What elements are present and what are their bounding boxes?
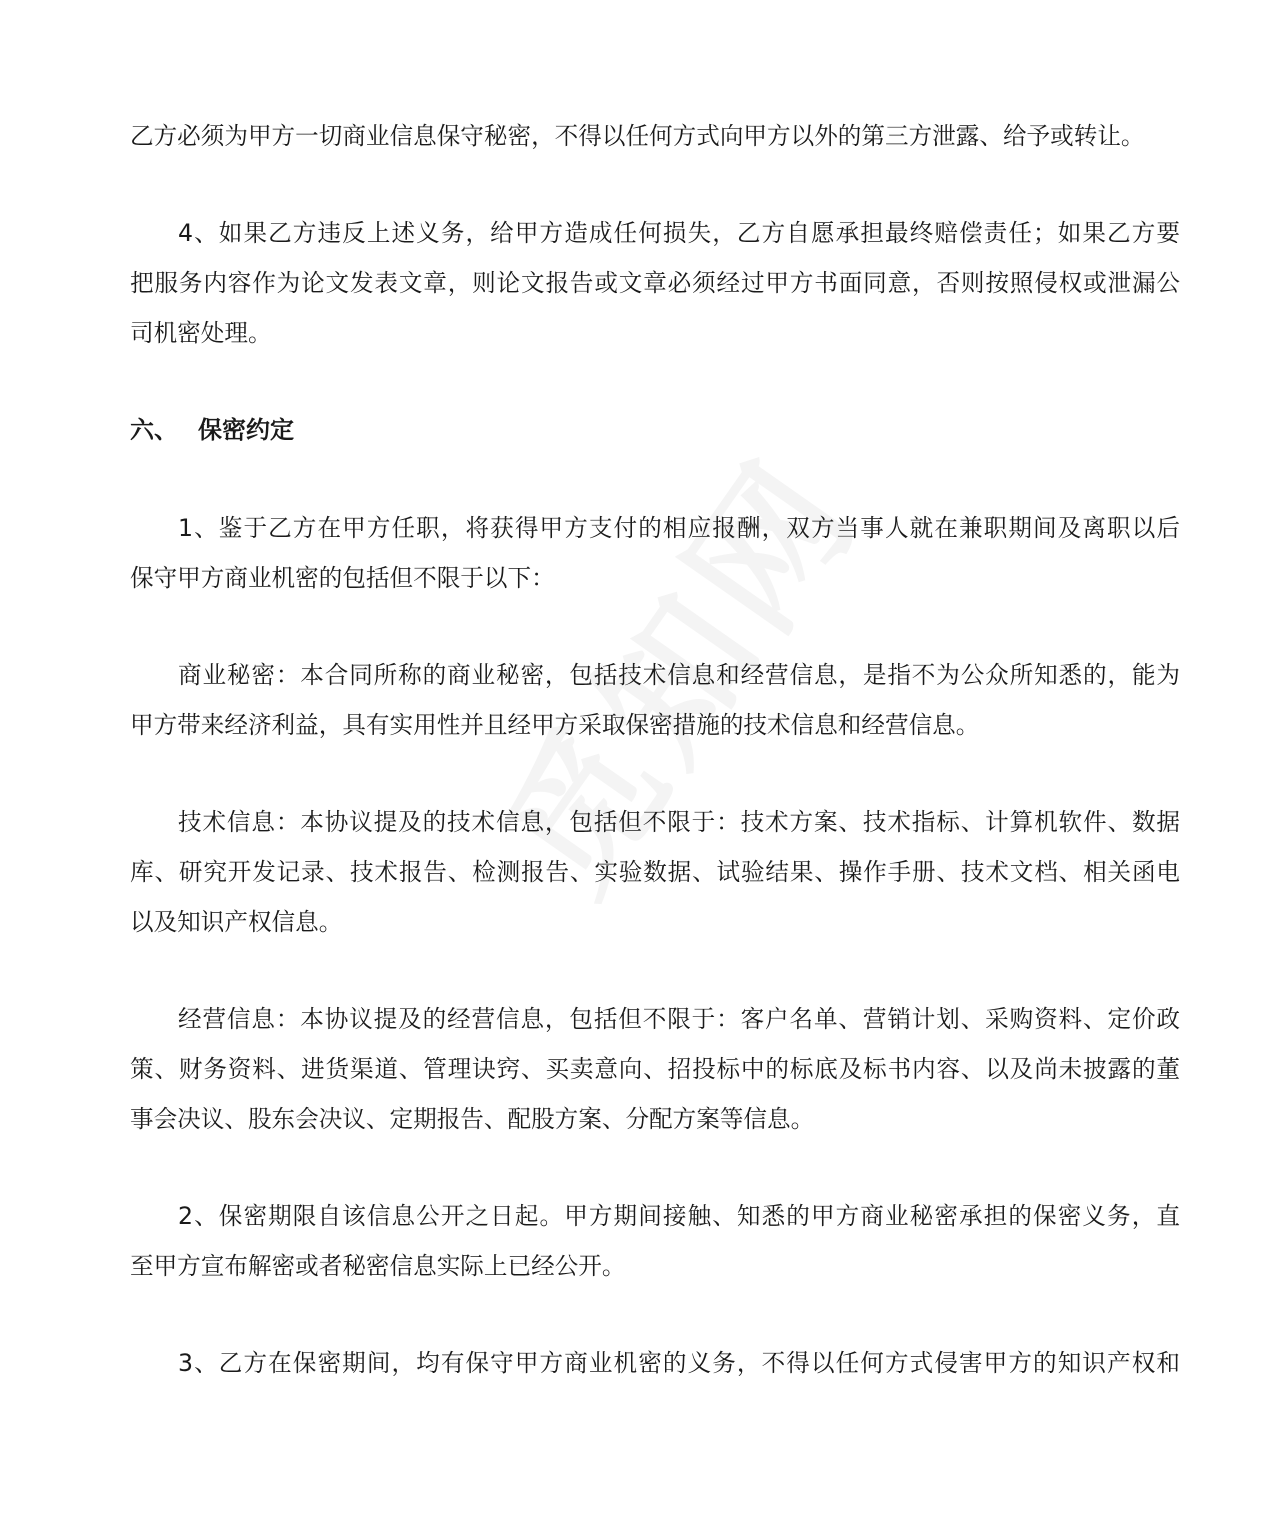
text-line: 把服务内容作为论文发表文章，则论文报告或文章必须经过甲方书面同意，否则按照侵权或泄漏公 — [130, 269, 1180, 297]
section-number: 六、 — [130, 416, 178, 444]
paragraph-technical-info — [130, 797, 1180, 947]
paragraph-business-info — [130, 994, 1180, 1144]
text-line: 1、鉴于乙方在甲方任职，将获得甲方支付的相应报酬，双方当事人就在兼职期间及离职以后 — [178, 514, 1180, 542]
document-body — [130, 111, 1180, 1435]
text-line: 2、保密期限自该信息公开之日起。甲方期间接触、知悉的甲方商业秘密承担的保密义务，直 — [178, 1202, 1180, 1230]
text-line: 经营信息：本协议提及的经营信息，包括但不限于：客户名单、营销计划、采购资料、定价政 — [178, 1005, 1180, 1033]
paragraph-clause-4 — [130, 208, 1180, 358]
text-line: 事会决议、股东会决议、定期报告、配股方案、分配方案等信息。 — [130, 1105, 815, 1133]
text-line: 商业秘密：本合同所称的商业秘密，包括技术信息和经营信息，是指不为公众所知悉的，能为 — [178, 661, 1180, 689]
text-line: 甲方带来经济利益，具有实用性并且经甲方采取保密措施的技术信息和经营信息。 — [130, 711, 980, 739]
text-line: 以及知识产权信息。 — [130, 908, 343, 936]
text-line: 策、财务资料、进货渠道、管理诀窍、买卖意向、招投标中的标底及标书内容、以及尚未披露的董 — [130, 1055, 1180, 1083]
text-line: 至甲方宣布解密或者秘密信息实际上已经公开。 — [130, 1252, 626, 1280]
text-line: 3、乙方在保密期间，均有保守甲方商业机密的义务，不得以任何方式侵害甲方的知识产权和 — [178, 1349, 1180, 1377]
paragraph-clause-2 — [130, 1191, 1180, 1291]
text-line: 乙方必须为甲方一切商业信息保守秘密，不得以任何方式向甲方以外的第三方泄露、给予或转让。 — [130, 122, 1145, 150]
text-line: 保守甲方商业机密的包括但不限于以下： — [130, 564, 555, 592]
text-line: 技术信息：本协议提及的技术信息，包括但不限于：技术方案、技术指标、计算机软件、数据 — [178, 808, 1180, 836]
text-line: 司机密处理。 — [130, 319, 272, 347]
text-line: 库、研究开发记录、技术报告、检测报告、实验数据、试验结果、操作手册、技术文档、相关函电 — [130, 858, 1180, 886]
paragraph-trade-secret — [130, 650, 1180, 750]
text-line: 4、如果乙方违反上述义务，给甲方造成任何损失，乙方自愿承担最终赔偿责任；如果乙方要 — [178, 219, 1180, 247]
section-title: 保密约定 — [198, 416, 294, 444]
section-heading — [130, 405, 1180, 455]
paragraph-confidentiality-obligation — [130, 111, 1180, 161]
paragraph-clause-3 — [130, 1338, 1180, 1388]
paragraph-clause-1 — [130, 503, 1180, 603]
